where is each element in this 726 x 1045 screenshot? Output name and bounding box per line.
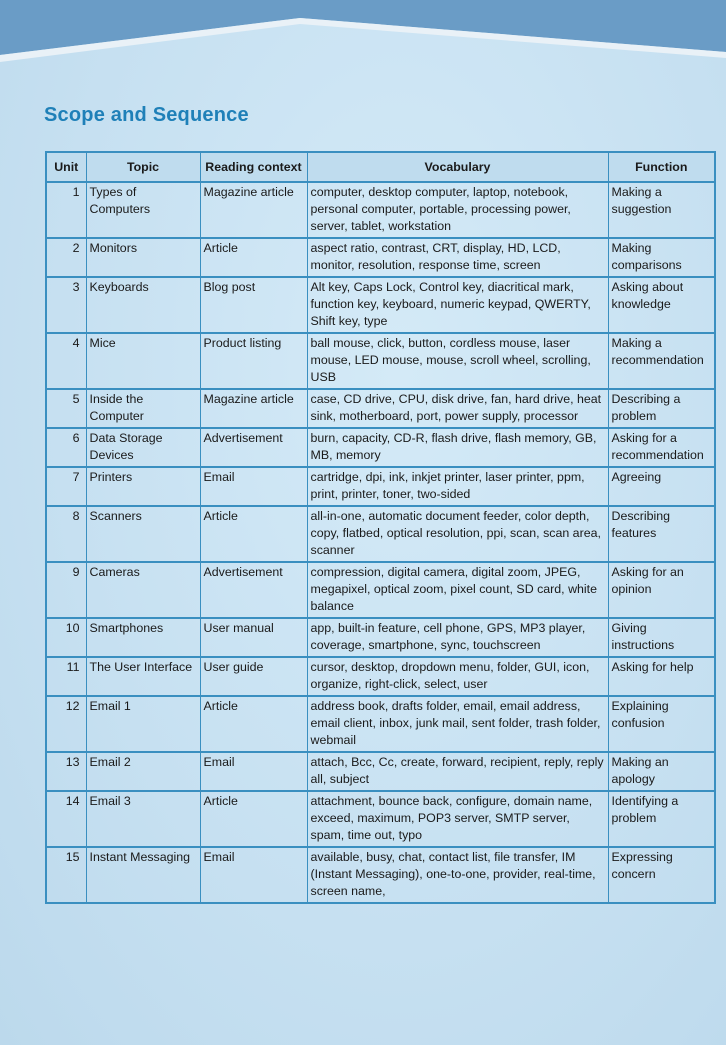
unit-cell: 11: [46, 657, 86, 696]
unit-cell: 5: [46, 389, 86, 428]
vocabulary-cell: Alt key, Caps Lock, Control key, diacritical mark, function key, keyboard, numeric keypad, QWERTY, Shift key, type: [307, 277, 608, 333]
function-cell: Giving instructions: [608, 618, 715, 657]
vocabulary-cell: aspect ratio, contrast, CRT, display, HD, LCD, monitor, resolution, response time, screen: [307, 238, 608, 277]
header-topic: Topic: [86, 152, 200, 182]
function-cell: Asking for help: [608, 657, 715, 696]
unit-cell: 7: [46, 467, 86, 506]
function-cell: Making a suggestion: [608, 182, 715, 238]
table-row: [46, 657, 715, 696]
topic-cell: Keyboards: [86, 277, 200, 333]
table-row: [46, 562, 715, 618]
table-row: [46, 333, 715, 389]
reading-context-cell: Product listing: [200, 333, 307, 389]
vocabulary-cell: cursor, desktop, dropdown menu, folder, GUI, icon, organize, right-click, select, user: [307, 657, 608, 696]
vocabulary-cell: case, CD drive, CPU, disk drive, fan, hard drive, heat sink, motherboard, port, power supply, processor: [307, 389, 608, 428]
function-cell: Asking for an opinion: [608, 562, 715, 618]
vocabulary-cell: computer, desktop computer, laptop, notebook, personal computer, portable, processing power, server, tablet, workstation: [307, 182, 608, 238]
topic-cell: Email 2: [86, 752, 200, 791]
function-cell: Describing a problem: [608, 389, 715, 428]
table-row: [46, 618, 715, 657]
function-cell: Agreeing: [608, 467, 715, 506]
unit-cell: 3: [46, 277, 86, 333]
unit-cell: 14: [46, 791, 86, 847]
topic-cell: Types of Computers: [86, 182, 200, 238]
function-cell: Expressing concern: [608, 847, 715, 903]
reading-context-cell: Advertisement: [200, 428, 307, 467]
unit-cell: 13: [46, 752, 86, 791]
topic-cell: The User Interface: [86, 657, 200, 696]
header-function: Function: [608, 152, 715, 182]
reading-context-cell: Email: [200, 467, 307, 506]
topic-cell: Instant Messaging: [86, 847, 200, 903]
topic-cell: Mice: [86, 333, 200, 389]
unit-cell: 9: [46, 562, 86, 618]
reading-context-cell: Email: [200, 847, 307, 903]
table-row: [46, 847, 715, 903]
vocabulary-cell: attach, Bcc, Cc, create, forward, recipient, reply, reply all, subject: [307, 752, 608, 791]
vocabulary-cell: available, busy, chat, contact list, file transfer, IM (Instant Messaging), one-to-one, provider, real-time, screen name,: [307, 847, 608, 903]
unit-cell: 12: [46, 696, 86, 752]
topic-cell: Email 3: [86, 791, 200, 847]
topic-cell: Printers: [86, 467, 200, 506]
table-header-row: [46, 152, 715, 182]
topic-cell: Scanners: [86, 506, 200, 562]
table-row: [46, 791, 715, 847]
topic-cell: Email 1: [86, 696, 200, 752]
table-row: [46, 506, 715, 562]
function-cell: Describing features: [608, 506, 715, 562]
reading-context-cell: Email: [200, 752, 307, 791]
unit-cell: 10: [46, 618, 86, 657]
unit-cell: 6: [46, 428, 86, 467]
function-cell: Making an apology: [608, 752, 715, 791]
table-row: [46, 467, 715, 506]
reading-context-cell: Magazine article: [200, 389, 307, 428]
table-row: [46, 277, 715, 333]
reading-context-cell: Blog post: [200, 277, 307, 333]
vocabulary-cell: cartridge, dpi, ink, inkjet printer, laser printer, ppm, print, printer, toner, two-sided: [307, 467, 608, 506]
unit-cell: 2: [46, 238, 86, 277]
vocabulary-cell: burn, capacity, CD-R, flash drive, flash memory, GB, MB, memory: [307, 428, 608, 467]
unit-cell: 1: [46, 182, 86, 238]
reading-context-cell: Magazine article: [200, 182, 307, 238]
header-reading-context: Reading context: [200, 152, 307, 182]
unit-cell: 4: [46, 333, 86, 389]
table-row: [46, 696, 715, 752]
table-body: [46, 182, 715, 903]
table-row: [46, 428, 715, 467]
vocabulary-cell: compression, digital camera, digital zoom, JPEG, megapixel, optical zoom, pixel count, SD card, white balance: [307, 562, 608, 618]
page-title: Scope and Sequence: [44, 104, 249, 126]
table-row: [46, 182, 715, 238]
table-row: [46, 389, 715, 428]
reading-context-cell: Article: [200, 791, 307, 847]
reading-context-cell: Advertisement: [200, 562, 307, 618]
topic-cell: Data Storage Devices: [86, 428, 200, 467]
topic-cell: Smartphones: [86, 618, 200, 657]
vocabulary-cell: all-in-one, automatic document feeder, color depth, copy, flatbed, optical resolution, ppi, scan, scan area, scanner: [307, 506, 608, 562]
unit-cell: 8: [46, 506, 86, 562]
reading-context-cell: Article: [200, 506, 307, 562]
reading-context-cell: User guide: [200, 657, 307, 696]
topic-cell: Monitors: [86, 238, 200, 277]
topic-cell: Inside the Computer: [86, 389, 200, 428]
scope-sequence-table: [45, 151, 716, 904]
function-cell: Making comparisons: [608, 238, 715, 277]
reading-context-cell: User manual: [200, 618, 307, 657]
header-vocabulary: Vocabulary: [307, 152, 608, 182]
reading-context-cell: Article: [200, 238, 307, 277]
reading-context-cell: Article: [200, 696, 307, 752]
table-row: [46, 752, 715, 791]
table-row: [46, 238, 715, 277]
vocabulary-cell: attachment, bounce back, configure, domain name, exceed, maximum, POP3 server, SMTP server, spam, time out, typo: [307, 791, 608, 847]
function-cell: Asking about knowledge: [608, 277, 715, 333]
vocabulary-cell: app, built-in feature, cell phone, GPS, MP3 player, coverage, smartphone, sync, touchscreen: [307, 618, 608, 657]
unit-cell: 15: [46, 847, 86, 903]
topic-cell: Cameras: [86, 562, 200, 618]
vocabulary-cell: ball mouse, click, button, cordless mouse, laser mouse, LED mouse, mouse, scroll wheel, scrolling, USB: [307, 333, 608, 389]
vocabulary-cell: address book, drafts folder, email, email address, email client, inbox, junk mail, sent folder, trash folder, webmail: [307, 696, 608, 752]
top-banner: [0, 0, 726, 70]
function-cell: Identifying a problem: [608, 791, 715, 847]
header-unit: Unit: [46, 152, 86, 182]
function-cell: Making a recommendation: [608, 333, 715, 389]
function-cell: Explaining confusion: [608, 696, 715, 752]
function-cell: Asking for a recommendation: [608, 428, 715, 467]
